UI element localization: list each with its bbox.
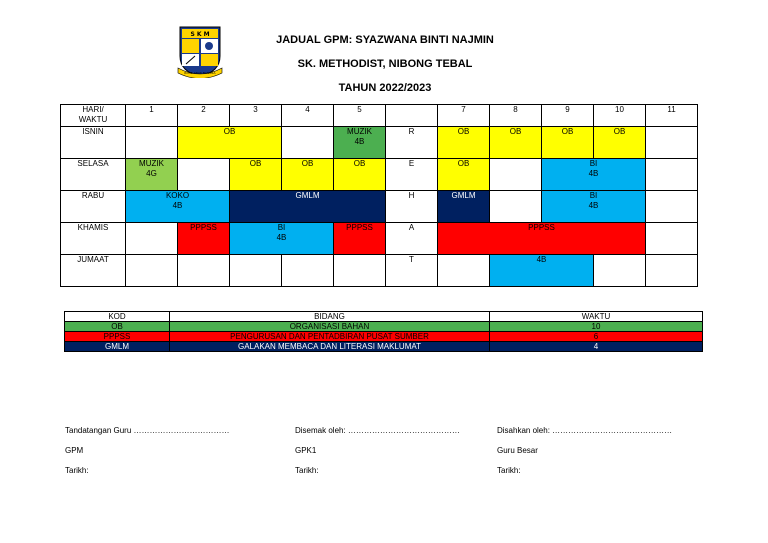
class-label: 4B [588,169,599,178]
slot-cell [126,127,178,159]
rehat-cell: H [386,191,438,223]
legend-header: WAKTU [490,312,703,322]
school-name: SK. METHODIST, NIBONG TEBAL [297,58,473,70]
slot-cell [230,255,282,287]
disahkan-signature-line: Disahkan oleh: ……………………………………… [497,426,673,435]
guru-besar-label: Guru Besar [497,446,538,455]
slot-cell: OB [438,159,490,191]
slot-cell [646,159,698,191]
slot-cell: GMLM [438,191,490,223]
svg-text:S K M: S K M [190,31,210,38]
slot-cell [490,191,542,223]
timetable [60,104,698,287]
guru-signature-line: Tandatangan Guru ……………………………… [65,426,230,435]
class-label: 4B [172,201,183,210]
slot-cell [126,191,230,223]
rehat-cell: T [386,255,438,287]
tarikh-label: Tarikh: [65,466,89,475]
slot-cell [126,255,178,287]
day-label: SELASA [61,159,126,191]
day-label: RABU [61,191,126,223]
day-row-khamis [61,223,698,255]
slot-cell: OB [542,127,594,159]
day-row-selasa [61,159,698,191]
period-header: 2 [178,105,230,127]
corner-cell [61,105,126,127]
class-label: 4G [146,169,157,178]
header-row [61,105,698,127]
class-label: 4B [276,233,287,242]
day-row-rabu [61,191,698,223]
slot-cell [646,255,698,287]
slot-cell: OB [282,159,334,191]
tarikh-label: Tarikh: [497,466,521,475]
legend-row [65,322,703,332]
period-header: 4 [282,105,334,127]
slot-cell [542,159,646,191]
period-header: 5 [334,105,386,127]
period-header [386,105,438,127]
period-header: 9 [542,105,594,127]
legend-waktu: 6 [490,332,703,342]
legend-bidang: PENGURUSAN DAN PENTADBIRAN PUSAT SUMBER [170,332,490,342]
slot-cell [334,255,386,287]
slot-cell [334,127,386,159]
slot-cell [646,191,698,223]
slot-cell: OB [490,127,542,159]
slot-cell [230,223,334,255]
subject-label: BI [277,223,286,232]
day-label: KHAMIS [61,223,126,255]
period-header: 7 [438,105,490,127]
period-header: 10 [594,105,646,127]
gpk1-label: GPK1 [295,446,317,455]
schedule-title: JADUAL GPM: SYAZWANA BINTI NAJMIN [276,34,494,46]
slot-cell [594,255,646,287]
slot-cell [178,255,230,287]
tarikh-label: Tarikh: [295,466,319,475]
slot-cell [490,159,542,191]
slot-cell: OB [334,159,386,191]
slot-cell: 4B [490,255,594,287]
slot-cell: PPPSS [334,223,386,255]
rehat-cell: R [386,127,438,159]
legend-kod: PPPSS [65,332,170,342]
legend-table [64,311,703,352]
subject-label: MUZIK [139,159,164,168]
legend-header: KOD [65,312,170,322]
legend-waktu: 10 [490,322,703,332]
slot-cell [646,223,698,255]
slot-cell: OB [438,127,490,159]
slot-cell [282,255,334,287]
rehat-cell: E [386,159,438,191]
year-label: TAHUN 2022/2023 [338,82,432,94]
legend-row [65,332,703,342]
school-crest-logo [177,24,223,78]
corner-label-2: WAKTU [78,115,108,124]
day-row-isnin [61,127,698,159]
slot-cell [646,127,698,159]
class-label: 4B [588,201,599,210]
slot-cell: OB [594,127,646,159]
legend-bidang: GALAKAN MEMBACA DAN LITERASI MAKLUMAT [170,342,490,352]
class-label: 4B [354,137,365,146]
slot-cell [178,159,230,191]
slot-cell [126,159,178,191]
slot-cell [542,191,646,223]
subject-label: BI [589,191,598,200]
slot-cell [282,127,334,159]
day-row-jumaat [61,255,698,287]
slot-cell: OB [178,127,282,159]
slot-cell [126,223,178,255]
period-header: 1 [126,105,178,127]
subject-label: MUZIK [347,127,372,136]
disemak-signature-line: Disemak oleh: …………………………………… [295,426,460,435]
slot-cell: PPPSS [178,223,230,255]
legend-kod: GMLM [65,342,170,352]
day-label: ISNIN [61,127,126,159]
period-header: 11 [646,105,698,127]
legend-header: BIDANG [170,312,490,322]
corner-label-1: HARI/ [82,105,104,114]
legend-bidang: ORGANISASI BAHAN [170,322,490,332]
period-header: 8 [490,105,542,127]
period-header: 3 [230,105,282,127]
slot-cell: OB [230,159,282,191]
slot-cell: PPPSS [438,223,646,255]
rehat-cell: A [386,223,438,255]
subject-label: BI [589,159,598,168]
slot-cell: GMLM [230,191,386,223]
legend-row [65,342,703,352]
legend-kod: OB [65,322,170,332]
slot-cell [438,255,490,287]
subject-label: KOKO [165,191,190,200]
svg-text:ROSE ANAK BANGSA: ROSE ANAK BANGSA [184,71,216,75]
legend-waktu: 4 [490,342,703,352]
legend-header-row [65,312,703,322]
day-label: JUMAAT [61,255,126,287]
gpm-label: GPM [65,446,84,455]
